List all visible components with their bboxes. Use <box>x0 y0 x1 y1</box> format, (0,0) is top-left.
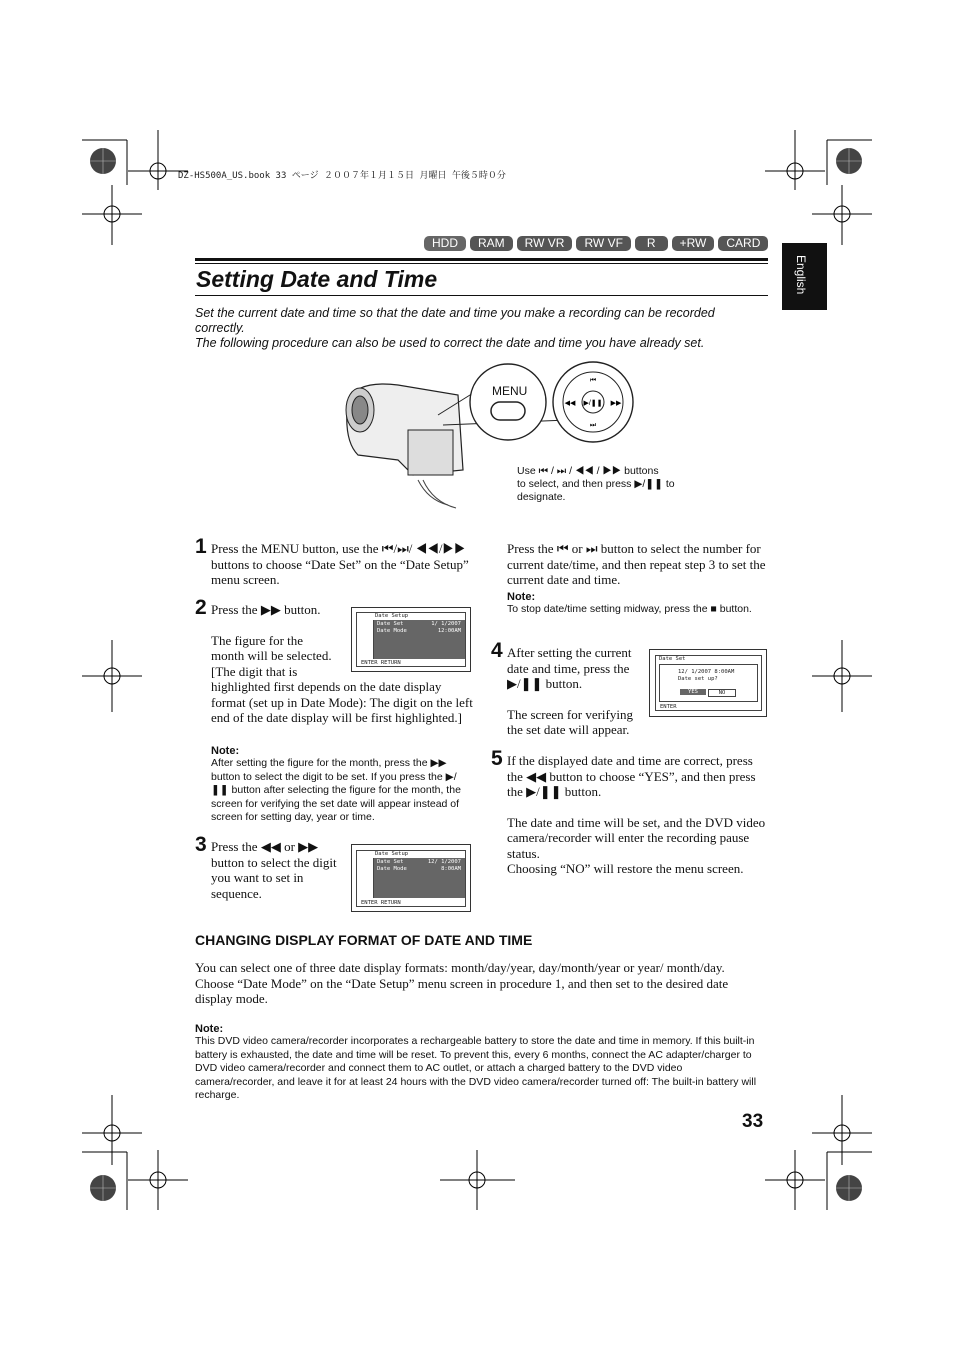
step-5-number: 5 <box>491 747 503 770</box>
page-title: Setting Date and Time <box>196 266 438 292</box>
confirm-question: Date set up? <box>678 676 718 682</box>
intro-text <box>195 306 755 351</box>
step-4-line-2: date and time, press the <box>507 660 630 676</box>
caption-line-2: to select, and then press ▶/❚❚ to <box>517 478 675 490</box>
screen-row-1-value: 1/ 1/2007 <box>431 621 461 627</box>
step-4-number: 4 <box>491 639 503 662</box>
caption-line-1: Use ⏮ / ⏭ / ◀◀ / ▶▶ buttons <box>517 465 659 477</box>
note-title: Note: <box>507 591 536 603</box>
bottom-note <box>195 1023 763 1103</box>
svg-text:⏮: ⏮ <box>589 377 597 384</box>
step-2-number: 2 <box>195 596 207 619</box>
note-text: To stop date/time setting midway, press the ■ button. <box>507 603 752 615</box>
title-rule-top <box>195 258 768 261</box>
step-5-text <box>507 753 767 877</box>
screen-row-1-value: 12/ 1/2007 <box>427 859 461 865</box>
step-4-line-1: After setting the current <box>507 645 632 660</box>
step-3-line-4: sequence. <box>211 885 262 901</box>
tab-rw-vf: RW VF <box>576 236 630 251</box>
screen-frame <box>356 612 466 667</box>
screen-row-1-label: Date Set <box>377 621 404 627</box>
step-4-line-5: the set date will appear. <box>507 722 630 737</box>
tab-hdd: HDD <box>424 236 466 251</box>
page-number: 33 <box>742 1111 764 1132</box>
screen-footer: ENTER RETURN <box>361 660 401 666</box>
tab-rw-vr: RW VR <box>517 236 573 251</box>
language-side-tab <box>782 243 827 310</box>
section-text: You can select one of three date display formats: month/day/year, day/month/year or year/ month/day. Choose “Date Mode” on the “Date Setup” menu screen in procedure 1, and then set to the desired date display mode. <box>195 960 729 1006</box>
svg-text:▶/❚❚: ▶/❚❚ <box>583 400 603 407</box>
step-4-line-3: ▶/❚❚ button. <box>507 676 583 691</box>
step-3-line-3: you want to set in <box>211 870 304 885</box>
screen-icon-column <box>357 620 374 659</box>
step-5-paragraph-1: If the displayed date and time are correct, press the ◀◀ button to choose “YES”, and then press the ▶/❚❚ button. <box>507 753 756 799</box>
intro-paragraph-1: Set the current date and time so that the date and time you make a recording can be recorded correctly. <box>195 306 715 335</box>
step-2-line-1: Press the ▶▶ button. <box>211 602 321 617</box>
tab-card: CARD <box>718 236 768 251</box>
media-tabs <box>424 236 768 251</box>
note-title: Note: <box>195 1023 224 1035</box>
intro-paragraph-2: The following procedure can also be used to correct the date and time you have already set. <box>195 336 705 350</box>
date-set-confirm-screen <box>649 649 767 717</box>
section-heading: CHANGING DISPLAY FORMAT OF DATE AND TIME <box>195 932 533 948</box>
screen-title: Date Set <box>659 656 686 662</box>
book-header: DZ-HS500A_US.book 33 ページ ２００７年１月１５日 月曜日 午後５時０分 <box>178 171 506 181</box>
screen-frame <box>655 655 762 711</box>
title-rule-top2 <box>195 263 768 264</box>
step-1-number: 1 <box>195 535 207 558</box>
step-2-note <box>211 745 471 825</box>
language-label: English <box>794 255 808 295</box>
title-rule-bottom <box>195 295 768 296</box>
svg-text:⏭: ⏭ <box>589 422 597 429</box>
tab-plus-rw: +RW <box>672 236 715 251</box>
note-text: After setting the figure for the month, press the ▶▶ button to select the digit to be set. If you press the ▶/❚❚ button after selecting the figure for the month, the screen for verifying the set date will appear instead of screen for setting day, year or time. <box>211 757 461 824</box>
step-2-line-4: [The digit that is <box>211 663 298 679</box>
confirm-date: 12/ 1/2007 8:00AM <box>678 669 735 675</box>
note-title: Note: <box>211 745 240 757</box>
svg-text:◀◀: ◀◀ <box>564 400 576 407</box>
step-3-line-2: button to select the digit <box>211 854 337 870</box>
step-3-text <box>211 839 356 901</box>
step-4-text <box>507 645 652 738</box>
confirm-box <box>659 664 758 702</box>
caption-line-3: designate. <box>517 491 566 503</box>
date-setup-screen-1 <box>351 607 471 672</box>
menu-button-label: MENU <box>492 384 528 398</box>
step-2-line-3: month will be selected. <box>211 648 332 663</box>
step-4-line-4: The screen for verifying <box>507 706 633 722</box>
step-3-number: 3 <box>195 833 207 856</box>
screen-row-1-label: Date Set <box>377 859 404 865</box>
date-setup-screen-2 <box>351 844 471 912</box>
step-3-continued-note <box>507 591 762 617</box>
tab-r: R <box>635 236 668 251</box>
step-2-rest: highlighted first depends on the date display format (set up in Date Mode): The digit on the left end of the date display will be first highlighted.] <box>211 679 473 725</box>
yes-option: YES <box>680 689 706 695</box>
no-option: NO <box>708 689 736 697</box>
screen-row-2-label: Date Mode <box>377 628 407 634</box>
screen-row-1-value-2: 8:00AM <box>441 866 461 872</box>
svg-text:▶▶: ▶▶ <box>610 400 622 407</box>
screen-title: Date Setup <box>375 613 409 619</box>
step-2-line-2: The figure for the <box>211 632 304 648</box>
screen-row-2-label: Date Mode <box>377 866 407 872</box>
screen-icon-column <box>357 858 374 898</box>
step-3-continued-text: Press the ⏮ or ⏭ button to select the number for current date/time, and then repeat step 3 to set the current date and time. <box>507 541 766 587</box>
screen-row-1-value-2: 12:00AM <box>437 628 461 634</box>
tab-ram: RAM <box>470 236 513 251</box>
step-1-text: Press the MENU button, use the ⏮/⏭/ ◀◀/▶▶ buttons to choose “Date Set” on the “Date Setup” menu screen. <box>211 541 469 587</box>
screen-title: Date Setup <box>375 851 409 857</box>
step-5-paragraph-2: The date and time will be set, and the DVD video camera/recorder will enter the recording pause status. <box>507 814 766 861</box>
screen-footer: ENTER RETURN <box>361 900 401 906</box>
illustration-caption <box>517 465 675 504</box>
screen-footer: ENTER <box>660 704 677 710</box>
step-3-line-1: Press the ◀◀ or ▶▶ <box>211 839 319 854</box>
step-5-paragraph-3: Choosing “NO” will restore the menu screen. <box>507 861 744 876</box>
note-text: This DVD video camera/recorder incorporates a rechargeable battery to store the date and time in memory. If this built-in battery is exhausted, the date and time will be reset. To prevent this, every 6 months, connect the AC adapter/charger to DVD video camera/recorder and connect them to AC outlet, or attach a charged battery to the DVD video camera/recorder, and leave it for at least 24 hours with the DVD video camera/recorder turned off: The built-in battery will recharge. <box>195 1035 757 1102</box>
screen-frame <box>356 850 466 907</box>
